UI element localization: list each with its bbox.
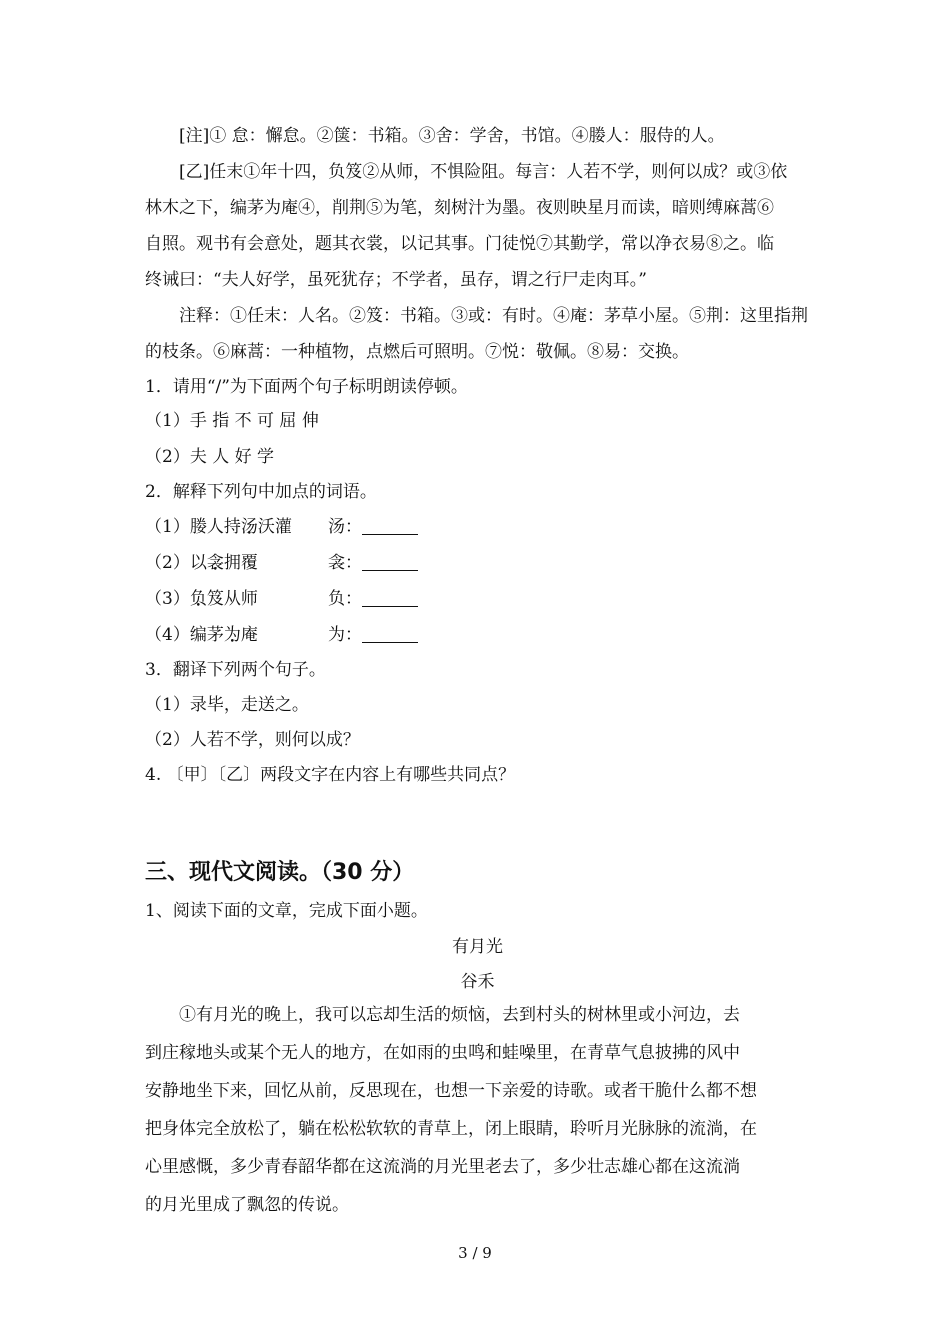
article-paragraph-line: 到庄稼地头或某个无人的地方，在如雨的虫鸣和蛙噪里，在青草气息披拂的风中: [145, 1043, 740, 1063]
article-paragraph-line: 心里感慨，多少青春韶华都在这流淌的月光里老去了，多少壮志雄心都在这流淌: [145, 1157, 740, 1177]
text-yi-line: 自照。观书有会意处，题其衣裳，以记其事。门徒悦⑦其勤学，常以净衣易⑧之。临: [145, 234, 774, 254]
article-author: 谷禾: [460, 972, 495, 992]
page-number: 3 / 9: [458, 1244, 492, 1262]
text-yi-line: [乙]任末①年十四，负笈②从师，不惧险阻。每言：人若不学，则何以成？或③依: [179, 162, 788, 182]
question-3-item: （1）录毕，走送之。: [145, 695, 309, 715]
question-2-item: （2）以衾拥覆 衾：: [145, 551, 545, 575]
reading-intro: 1、阅读下面的文章，完成下面小题。: [145, 901, 428, 921]
emphasized-word: 汤: [240, 517, 258, 537]
question-2-item: （3）负笈从师 负：: [145, 587, 545, 611]
question-2-item: （1）媵人持汤沃灌 汤：: [145, 515, 545, 539]
text-yi-line: 终诫曰：“夫人好学，虽死犹存；不学者，虽存，谓之行尸走肉耳。”: [145, 270, 647, 290]
emphasized-word: 负: [189, 589, 207, 609]
section-heading: 三、现代文阅读。（30 分）: [145, 860, 415, 885]
question-2-item: （4）编茅为庵 为：: [145, 623, 545, 647]
question-1-item: （2）夫 人 好 学: [145, 447, 275, 467]
answer-blank[interactable]: [362, 592, 418, 607]
question-3-title: 3．翻译下列两个句子。: [145, 660, 326, 680]
notes-jia: [注]① 怠：懈怠。②箧：书箱。③舍：学舍，书馆。④媵人：服侍的人。: [179, 126, 725, 146]
question-4: 4. 〔甲〕〔乙〕两段文字在内容上有哪些共同点？: [145, 765, 516, 785]
article-paragraph-line: 安静地坐下来，回忆从前，反思现在，也想一下亲爱的诗歌。或者干脆什么都不想: [145, 1081, 757, 1101]
text-yi-line: 林木之下，编茅为庵④，削荆⑤为笔，刻树汁为墨。夜则映星月而读，暗则缚麻蒿⑥: [145, 198, 774, 218]
answer-blank[interactable]: [362, 628, 418, 643]
answer-blank[interactable]: [362, 556, 418, 571]
notes-yi-line: 注释：①任末：人名。②笈：书箱。③或：有时。④庵：茅草小屋。⑤荆：这里指荆: [179, 306, 808, 326]
article-paragraph-line: ①有月光的晚上，我可以忘却生活的烦恼，去到村头的树林里或小河边，去: [179, 1005, 740, 1025]
answer-blank[interactable]: [362, 520, 418, 535]
question-3-item: （2）人若不学，则何以成？: [145, 730, 360, 750]
article-title: 有月光: [452, 937, 503, 957]
question-1-title: 1．请用“/”为下面两个句子标明朗读停顿。: [145, 377, 468, 397]
emphasized-word: 衾: [206, 553, 224, 573]
article-paragraph-line: 把身体完全放松了，躺在松松软软的青草上，闭上眼睛，聆听月光脉脉的流淌，在: [145, 1119, 757, 1139]
question-1-item: （1）手 指 不 可 屈 伸: [145, 411, 319, 431]
emphasized-word: 为: [223, 625, 241, 645]
notes-yi-line: 的枝条。⑥麻蒿：一种植物，点燃后可照明。⑦悦：敬佩。⑧易：交换。: [145, 342, 689, 362]
article-paragraph-line: 的月光里成了飘忽的传说。: [145, 1195, 349, 1215]
question-2-title: 2．解释下列句中加点的词语。: [145, 482, 377, 502]
